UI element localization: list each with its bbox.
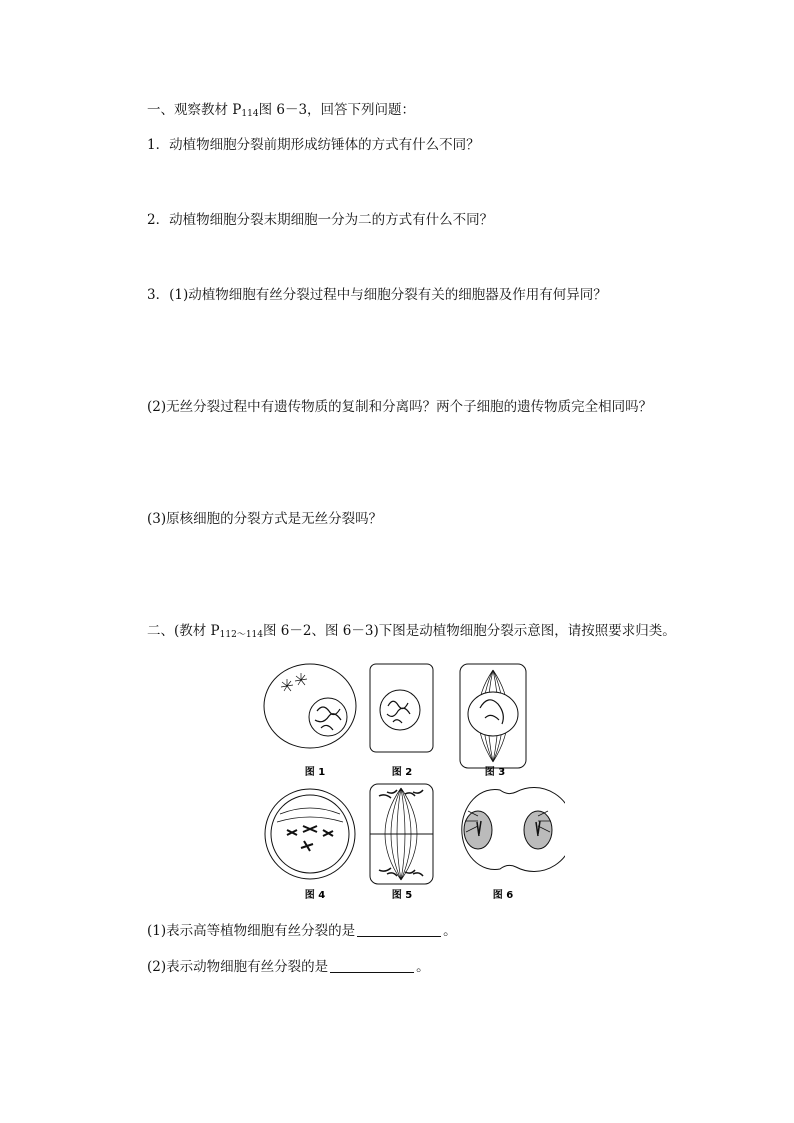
heading-text: 二、(教材 P	[147, 623, 220, 639]
figure-5-label: 图 5	[391, 890, 413, 901]
question-2-1	[147, 922, 457, 940]
answer-blank[interactable]	[357, 923, 441, 937]
figure-6-label: 图 6	[492, 890, 514, 901]
question-3-2: (2)无丝分裂过程中有遗传物质的复制和分离吗？两个子细胞的遗传物质完全相同吗？	[147, 399, 653, 415]
answer-blank[interactable]	[330, 959, 414, 973]
section1-heading	[147, 101, 415, 123]
question-1: 1．动植物细胞分裂前期形成纺锤体的方式有什么不同？	[147, 137, 480, 153]
cell-division-figure	[255, 656, 565, 906]
question-text: (2)表示动物细胞有丝分裂的是	[147, 959, 329, 975]
figure-2-cell	[370, 664, 433, 752]
figure-4-label: 图 4	[304, 890, 326, 901]
heading-text: 一、观察教材 P	[147, 102, 242, 118]
heading-text: 图 6－2、图 6－3)下图是动植物细胞分裂示意图，请按照要求归类。	[263, 623, 676, 639]
punctuation: 。	[416, 959, 430, 975]
question-2: 2．动植物细胞分裂末期细胞一分为二的方式有什么不同？	[147, 212, 494, 228]
figure-6-cell	[462, 788, 565, 872]
figure-1-label: 图 1	[304, 767, 326, 778]
section2-heading	[147, 622, 676, 644]
figure-3-cell	[460, 664, 526, 768]
question-3-3: (3)原核细胞的分裂方式是无丝分裂吗？	[147, 511, 383, 527]
question-2-2	[147, 958, 430, 976]
figure-3-label: 图 3	[484, 767, 506, 778]
figure-1-cell	[264, 664, 356, 748]
punctuation: 。	[443, 923, 457, 939]
figure-2-label: 图 2	[391, 767, 413, 778]
page-subscript: 114	[241, 109, 259, 119]
question-3-1: 3．(1)动植物细胞有丝分裂过程中与细胞分裂有关的细胞器及作用有何异同？	[147, 287, 607, 303]
heading-text: 图 6－3，回答下列问题：	[258, 102, 416, 118]
figure-4-cell	[265, 789, 355, 879]
question-text: (1)表示高等植物细胞有丝分裂的是	[147, 923, 356, 939]
page-subscript: 112～114	[219, 630, 264, 640]
figure-5-cell	[370, 784, 433, 884]
